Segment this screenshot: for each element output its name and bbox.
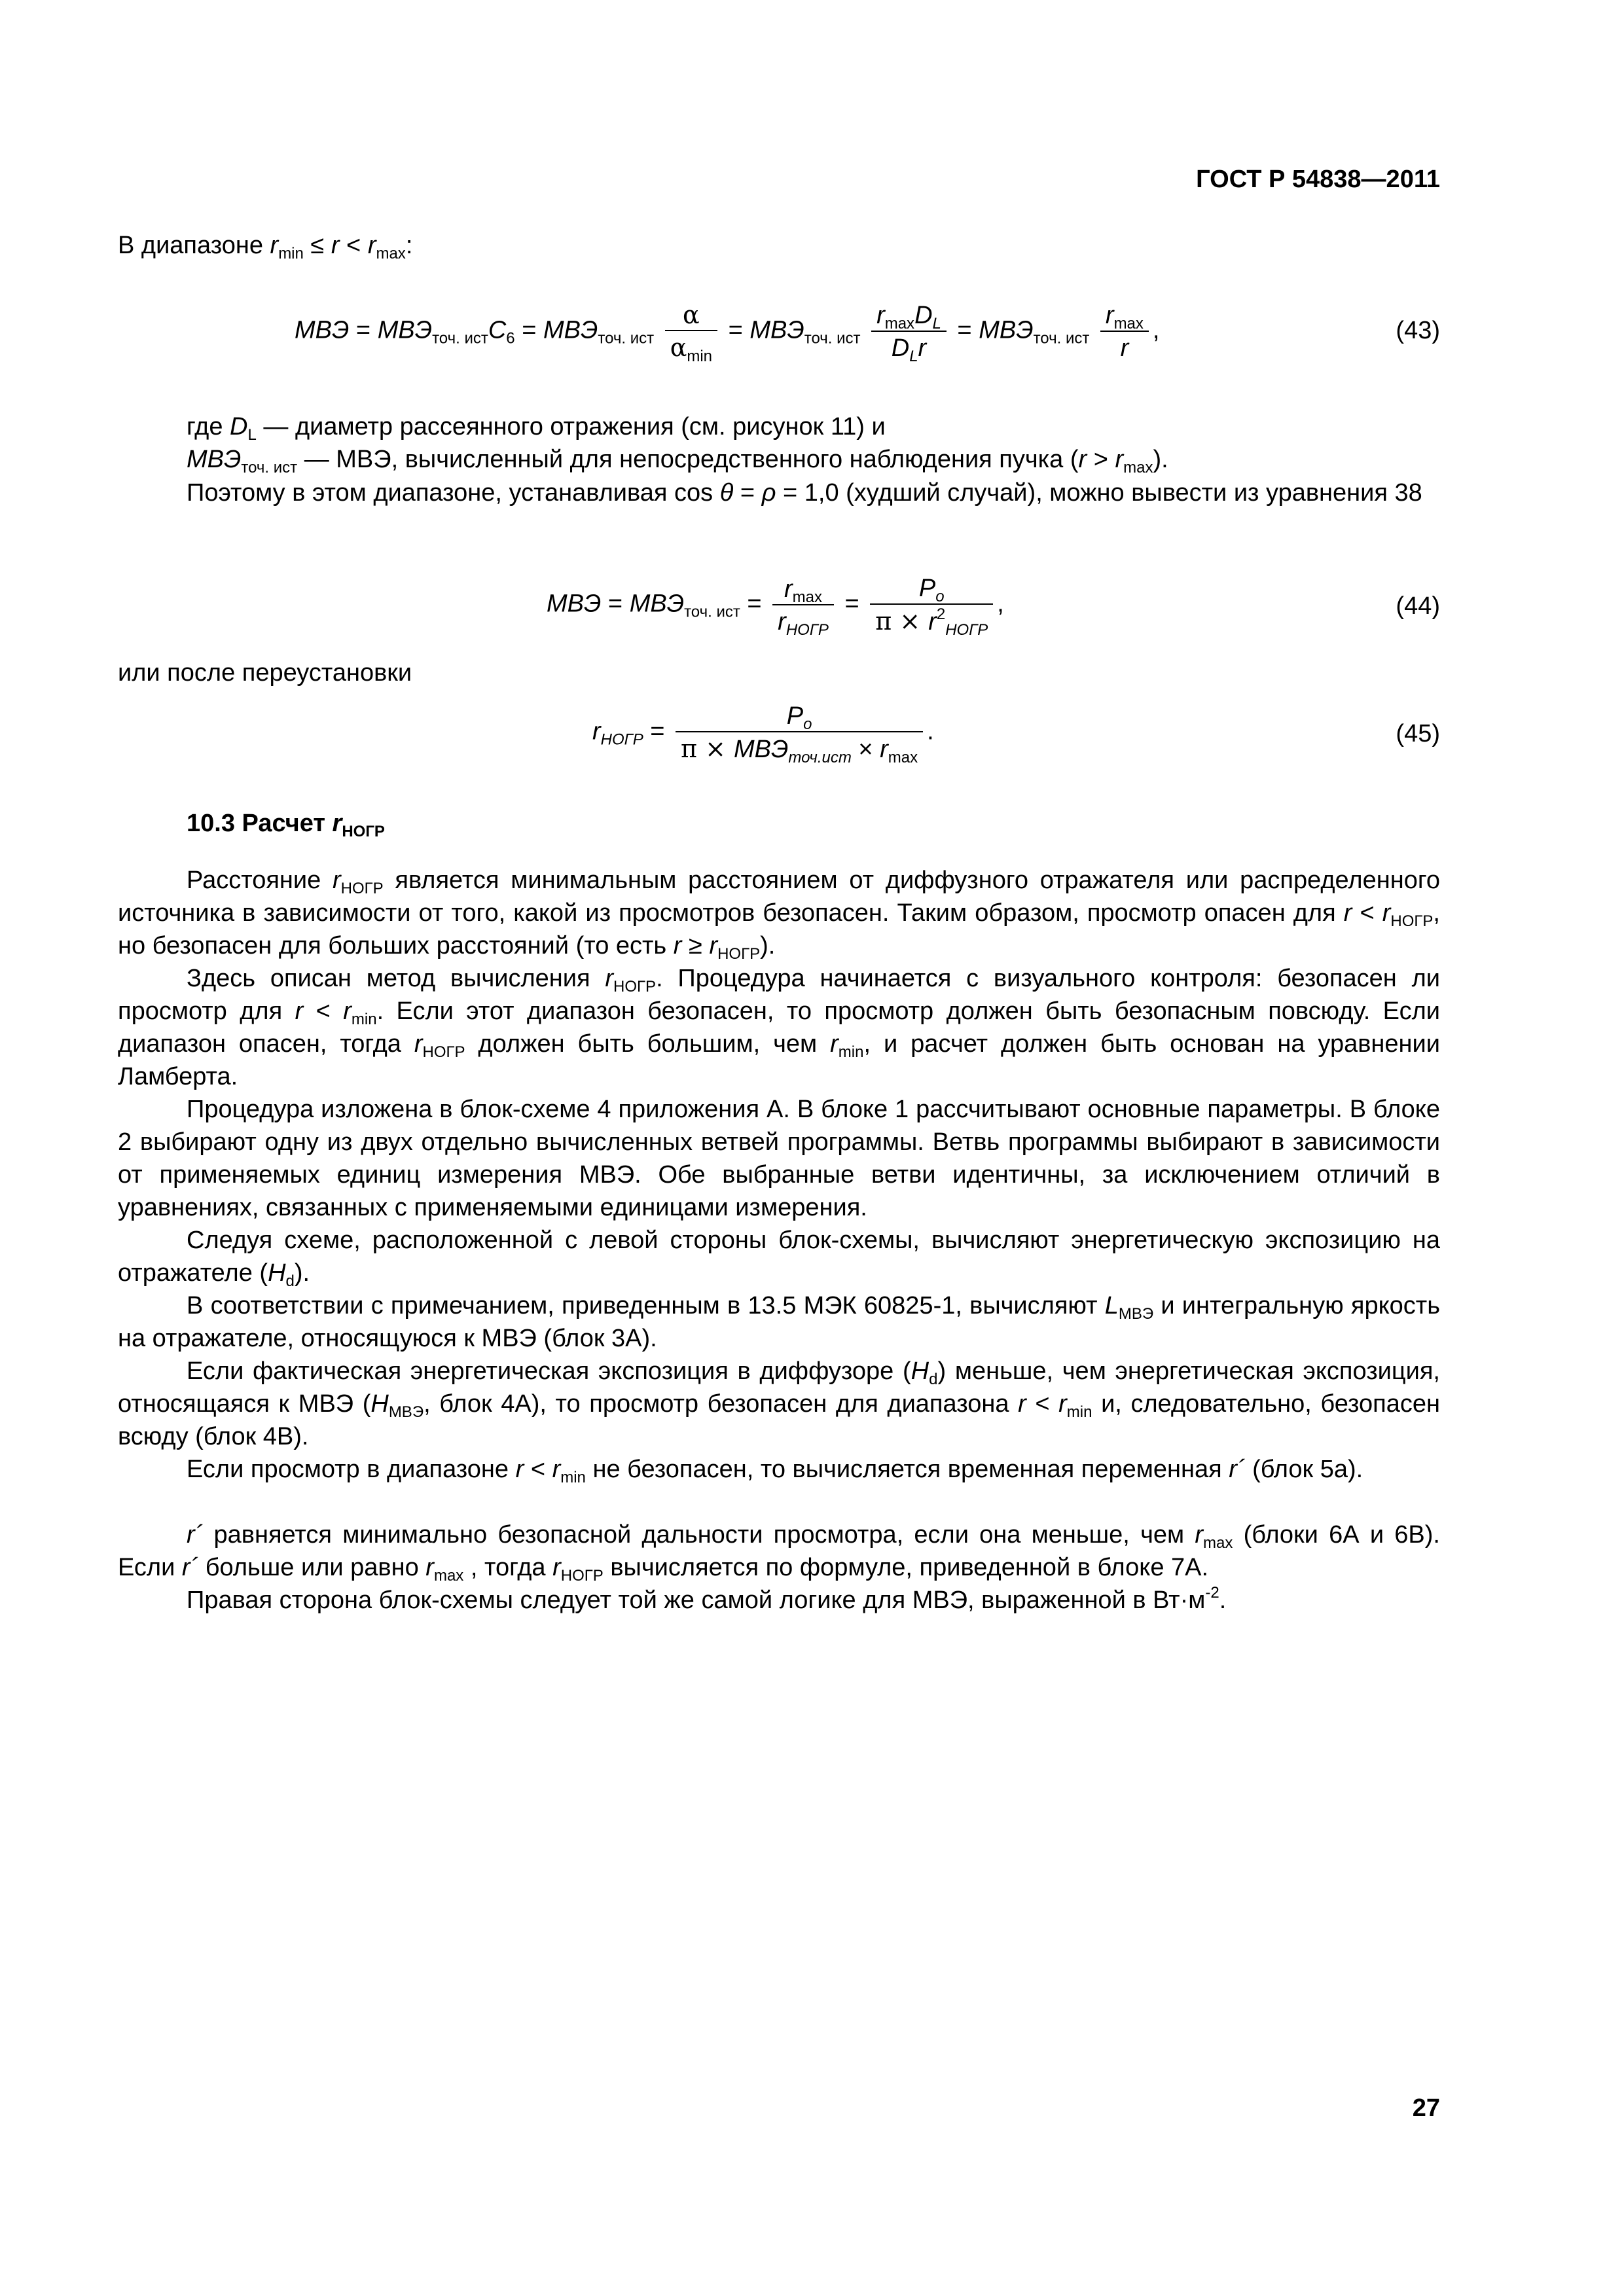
- where-line-1: [187, 410, 1430, 443]
- text: Следуя схеме, расположенной с левой стороны блок-схемы, вычисляют энергетическую экспозицию на отражателе (: [118, 1227, 1440, 1287]
- text: Расстояние: [187, 867, 333, 894]
- equation-number-45: (45): [1396, 720, 1440, 747]
- var-r: r: [928, 608, 937, 636]
- var-r-prime: r´: [1229, 1456, 1246, 1483]
- text: где: [187, 413, 230, 440]
- mve: МВЭ: [187, 446, 242, 473]
- sub: o: [935, 588, 945, 605]
- sub: НОГР: [600, 730, 643, 749]
- text: ).: [294, 1259, 310, 1287]
- sub: min: [278, 245, 304, 262]
- text: <: [303, 997, 344, 1025]
- var-r: r: [784, 575, 793, 603]
- var-l: L: [1104, 1292, 1119, 1319]
- text: ).: [760, 932, 776, 960]
- where-line-2: [187, 443, 1430, 476]
- numerator: α: [665, 302, 717, 331]
- text: , блок 4А), то просмотр безопасен для диапазона: [424, 1390, 1019, 1418]
- text: больше или равно: [198, 1554, 426, 1581]
- text: . Если этот диапазон безопасен, то просмотр должен быть безопасным повсюду. Если диапазон опасен, тогда: [118, 997, 1440, 1058]
- sub: min: [1066, 1403, 1092, 1421]
- var-r: r: [343, 997, 352, 1025]
- text: 10.3 Расчет: [187, 810, 333, 837]
- sub: НОГР: [342, 823, 385, 840]
- text: .: [1219, 1587, 1227, 1614]
- var-d: D: [891, 334, 910, 362]
- sub: НОГР: [945, 621, 988, 639]
- text: и интегральную яркость на отражателе, относящуюся к МВЭ (блок 3А).: [118, 1292, 1440, 1352]
- var-r: r: [270, 232, 279, 259]
- var-p: P: [918, 575, 936, 602]
- mve: МВЭ: [629, 590, 685, 618]
- text: ).: [1153, 446, 1168, 473]
- var-r: r: [425, 1554, 434, 1581]
- mve: МВЭ: [734, 736, 789, 763]
- sub: max: [884, 314, 915, 332]
- sub: МВЭ: [388, 1403, 424, 1421]
- comma: ,: [997, 590, 1004, 618]
- var-r: r: [1195, 1521, 1204, 1549]
- var-h: H: [268, 1259, 286, 1287]
- document-id: ГОСТ Р 54838—2011: [1196, 166, 1440, 193]
- equation-43: [295, 300, 1160, 365]
- var-r: r: [1018, 1390, 1026, 1418]
- var-rho: ρ: [761, 479, 776, 507]
- sub: max: [1113, 314, 1144, 332]
- equals: =: [721, 316, 750, 344]
- var-p: P: [786, 702, 804, 730]
- mve: МВЭ: [749, 316, 804, 344]
- equals: =: [514, 316, 543, 344]
- sub: min: [560, 1469, 586, 1486]
- sub: точ. ист: [684, 603, 740, 621]
- fraction-po-pi-r2: [870, 575, 993, 639]
- sub: НОГР: [613, 978, 657, 996]
- paragraph-7: [118, 1453, 1440, 1486]
- sub: o: [803, 715, 812, 733]
- var-h: H: [911, 1357, 929, 1385]
- mve: МВЭ: [543, 316, 598, 344]
- var-r: r: [605, 965, 614, 992]
- text: является минимальным расстоянием от диффузного отражателя или распределенного источника в зависимости от того, какой из просмотров безопасен. Таким образом, просмотр опасен для: [118, 867, 1441, 927]
- sup: -2: [1205, 1584, 1219, 1602]
- sub: min: [687, 348, 713, 365]
- var-r: r: [333, 867, 341, 894]
- text: равняется минимально безопасной дальности просмотра, если она меньше, чем: [203, 1521, 1195, 1549]
- sub: max: [888, 749, 918, 766]
- paragraph-2: [118, 962, 1440, 1093]
- therefore-paragraph: [118, 476, 1440, 509]
- mve: МВЭ: [295, 316, 350, 344]
- var-h: H: [370, 1390, 389, 1418]
- var-r: r: [331, 232, 340, 259]
- var-r: r: [830, 1030, 839, 1058]
- page-number: 27: [1412, 2094, 1440, 2122]
- section-heading: [187, 810, 385, 838]
- sup: 2: [936, 605, 946, 623]
- text: >: [1087, 446, 1115, 473]
- var-r: r: [1115, 446, 1124, 473]
- var-r-prime: r´: [187, 1521, 204, 1549]
- var-r: r: [414, 1030, 423, 1058]
- sub: точ. ист: [598, 329, 655, 348]
- text: Если фактическая энергетическая экспозиция в диффузоре (: [187, 1357, 911, 1385]
- sub: L: [909, 347, 918, 365]
- dot: .: [927, 717, 934, 745]
- pi: π ×: [681, 734, 734, 763]
- var-r: r: [552, 1554, 561, 1581]
- sub: d: [929, 1371, 938, 1388]
- paragraph-4: [118, 1224, 1440, 1289]
- var-r: r: [332, 810, 342, 837]
- var-r-prime: r´: [181, 1554, 199, 1581]
- fraction-rmax-rnogr: [772, 575, 834, 639]
- fraction-rmax-dl: [871, 301, 947, 365]
- equation-number-44: (44): [1396, 592, 1440, 620]
- sub: L: [247, 426, 257, 444]
- paragraph-5: [118, 1289, 1440, 1355]
- sub: точ. ист: [1033, 329, 1090, 348]
- sub: min: [838, 1043, 864, 1061]
- text: Если просмотр в диапазоне: [187, 1456, 516, 1483]
- paragraph-3: Процедура изложена в блок-схеме 4 приложения А. В блоке 1 рассчитывают основные параметры. В блоке 2 выбирают одну из двух отдельно вычисленных ветвей программы. Ветвь программы выбирают в зависимости от применяемых единиц измерения МВЭ. Обе выбранные ветви идентичны, за исключением отличий в уравнениях, связанных с применяемыми единицами измерения.: [118, 1096, 1440, 1221]
- text: В диапазоне: [118, 232, 270, 259]
- sub: max: [1203, 1534, 1233, 1552]
- equation-45: [592, 702, 934, 766]
- text: Правая сторона блок-схемы следует той же самой логике для МВЭ, выраженной в Вт·м: [187, 1587, 1206, 1614]
- var-d: D: [230, 413, 248, 440]
- mve: МВЭ: [979, 316, 1034, 344]
- fraction-alpha: [665, 300, 717, 365]
- sub: МВЭ: [1118, 1305, 1154, 1323]
- text: (блоки 6А и 6В). Если: [118, 1521, 1440, 1581]
- text: — диаметр рассеянного отражения (см. рисунок 11) и: [256, 413, 886, 440]
- text: — МВЭ, вычисленный для непосредственного наблюдения пучка (: [297, 446, 1079, 473]
- sub: max: [792, 588, 823, 606]
- text: ) меньше, чем энергетическая экспозиция, относящаяся к МВЭ (: [118, 1357, 1440, 1418]
- text: , но безопасен для больших расстояний (то есть: [118, 899, 1440, 960]
- sub: L: [932, 314, 941, 332]
- after-rearrange: или после переустановки: [118, 659, 412, 687]
- text: не безопасен, то вычисляется временная переменная: [585, 1456, 1229, 1483]
- var-r: r: [778, 607, 786, 636]
- fraction-po-pi-mve: [676, 702, 923, 766]
- sub: точ. ист: [432, 329, 488, 348]
- text: Здесь описан метод вычисления: [187, 965, 605, 992]
- equals: =: [740, 590, 769, 618]
- var-r: r: [1382, 899, 1391, 927]
- text: . Процедура начинается с визуального контроля: безопасен ли просмотр для: [118, 965, 1440, 1025]
- var-r: r: [673, 932, 682, 960]
- text: =: [733, 479, 762, 507]
- text: В соответствии с примечанием, приведенным в 13.5 МЭК 60825-1, вычисляют: [187, 1292, 1105, 1319]
- var-theta: θ: [719, 479, 734, 507]
- text: ≥: [681, 932, 710, 960]
- text: должен быть большим, чем: [465, 1030, 831, 1058]
- sub: min: [351, 1011, 377, 1028]
- var-c: C: [488, 316, 507, 344]
- text: :: [405, 232, 413, 259]
- text: <: [339, 232, 368, 259]
- sub: d: [285, 1272, 295, 1290]
- text: , тогда: [463, 1554, 553, 1581]
- sub: точ. ист: [241, 459, 298, 476]
- sub: НОГР: [785, 620, 829, 639]
- paragraph-6: [118, 1355, 1440, 1453]
- var-r: r: [1058, 1390, 1067, 1418]
- paragraph-1: [118, 864, 1440, 962]
- equals: =: [349, 316, 378, 344]
- var-r: r: [1105, 301, 1114, 329]
- var-r: r: [367, 232, 376, 259]
- var-r: r: [295, 997, 304, 1025]
- var-r: r: [1078, 446, 1087, 473]
- var-r: r: [515, 1456, 524, 1483]
- sub: max: [376, 245, 406, 262]
- var-r: r: [918, 334, 927, 362]
- paragraph-8: [118, 1518, 1440, 1584]
- sub: НОГР: [422, 1043, 465, 1061]
- text: ≤: [303, 232, 331, 259]
- var-r: r: [876, 301, 885, 329]
- text: вычисляется по формуле, приведенной в блоке 7А.: [603, 1554, 1209, 1581]
- sub: НОГР: [340, 880, 384, 897]
- equals: =: [601, 590, 630, 618]
- equals: =: [950, 316, 979, 344]
- comma: ,: [1152, 316, 1160, 344]
- equation-44: [547, 575, 1004, 639]
- text: , и расчет должен быть основан на уравнении Ламберта.: [118, 1030, 1440, 1090]
- sub: max: [433, 1567, 464, 1585]
- denominator: r: [1120, 334, 1129, 362]
- var-r: r: [709, 932, 718, 960]
- text: = 1,0 (худший случай), можно вывести из уравнения 38: [776, 479, 1422, 507]
- mve: МВЭ: [547, 590, 602, 618]
- equation-number-43: (43): [1396, 317, 1440, 344]
- var-r: r: [552, 1456, 561, 1483]
- sub: точ.ист: [788, 749, 852, 766]
- sub: НОГР: [717, 945, 761, 963]
- pi: π ×: [875, 607, 929, 636]
- text: (блок 5а).: [1245, 1456, 1363, 1483]
- range-intro: [118, 229, 1440, 262]
- paragraph-9: [118, 1584, 1440, 1617]
- equals: =: [844, 590, 859, 618]
- var-r: r: [592, 717, 601, 745]
- times: ×: [851, 736, 880, 763]
- var-r: r: [1343, 899, 1352, 927]
- text: <: [524, 1456, 552, 1483]
- alpha: α: [670, 333, 687, 362]
- var-r: r: [880, 736, 888, 763]
- sub: точ. ист: [804, 329, 861, 348]
- var-d: D: [914, 301, 933, 329]
- text: <: [1352, 899, 1382, 927]
- equals: =: [650, 717, 665, 745]
- sub: max: [1123, 459, 1153, 476]
- sub: НОГР: [1390, 912, 1434, 930]
- text: Поэтому в этом диапазоне, устанавливая cos: [187, 479, 720, 507]
- text: <: [1026, 1390, 1059, 1418]
- sub: НОГР: [560, 1567, 604, 1585]
- fraction-rmax-r: [1100, 303, 1149, 361]
- mve: МВЭ: [377, 316, 433, 344]
- sub: 6: [506, 329, 515, 348]
- text: и, следовательно, безопасен всюду (блок 4В).: [118, 1390, 1440, 1450]
